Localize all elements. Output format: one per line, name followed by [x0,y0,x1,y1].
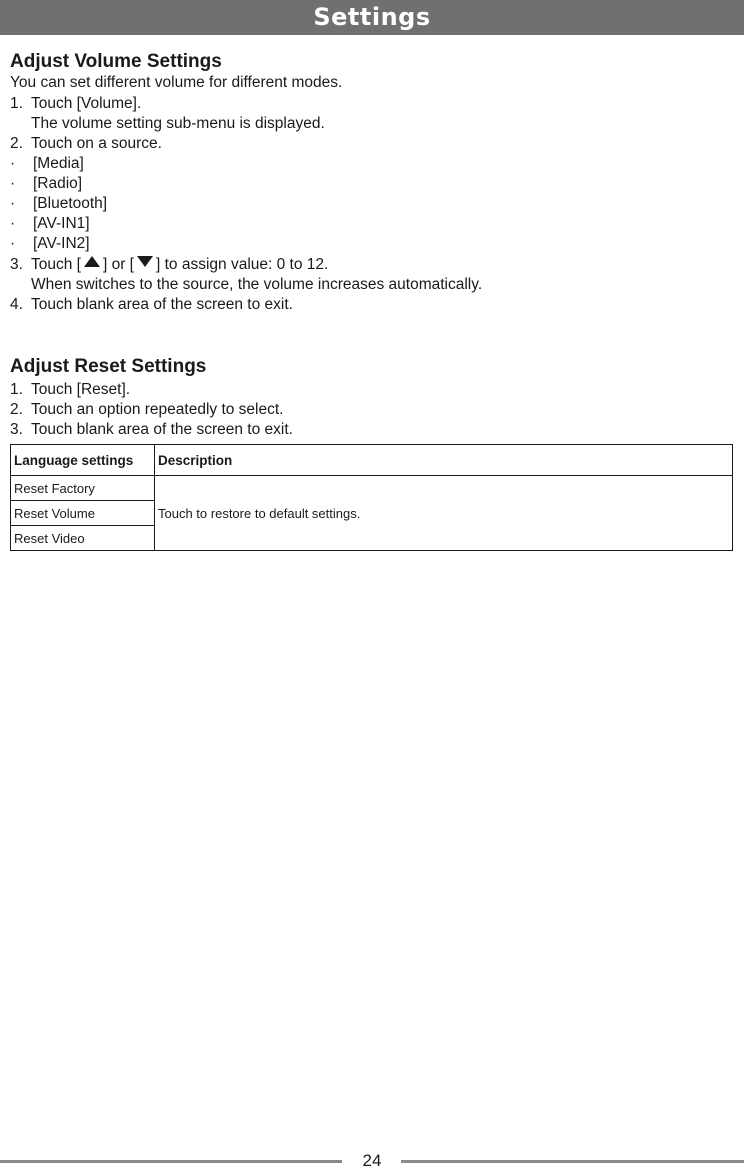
volume-step-4 [10,295,293,315]
volume-step-3-detail: When switches to the source, the volume increases automatically. [31,276,483,293]
table-header-description: Description [155,445,733,476]
step-text: Touch [Reset]. [31,381,131,398]
source-label: [AV-IN1] [33,215,90,232]
volume-section-title: Adjust Volume Settings [10,51,222,72]
bullet: · [10,175,16,192]
option-reset-volume: Reset Volume [11,501,155,526]
step-number: 1. [10,381,23,398]
triangle-up-icon [81,253,103,273]
source-item-av-in2 [10,234,90,254]
table-header-language-settings: Language settings [11,445,155,476]
source-item-media [10,154,84,174]
reset-step-2 [10,400,283,420]
option-reset-factory: Reset Factory [11,476,155,501]
step-text: Touch blank area of the screen to exit. [31,296,293,313]
volume-step-2 [10,134,162,154]
source-label: [Bluetooth] [33,195,108,212]
source-item-bluetooth [10,194,107,214]
source-label: [Radio] [33,175,83,192]
bullet: · [10,215,16,232]
step-number: 3. [10,421,23,438]
step-text: Touch blank area of the screen to exit. [31,421,293,438]
source-item-radio [10,174,82,194]
step-text-mid: ] or [ [102,256,134,274]
bullet: · [10,155,16,172]
table-row [11,476,733,501]
step-number: 2. [10,401,23,418]
volume-intro: You can set different volume for different modes. [10,74,343,91]
step-text-suffix: ] to assign value: 0 to 12. [156,256,329,274]
source-label: [AV-IN2] [33,235,90,252]
source-label: [Media] [33,155,84,172]
step-number: 4. [10,296,23,313]
volume-step-3 [10,255,328,275]
volume-step-1 [10,94,141,114]
step-text: Touch on a source. [31,135,162,152]
step-text: Touch an option repeatedly to select. [31,401,284,418]
bullet: · [10,195,16,212]
volume-step-1-detail: The volume setting sub-menu is displayed. [31,115,325,132]
reset-options-table [10,444,733,551]
step-text-prefix: Touch [ [31,256,81,274]
bullet: · [10,235,16,252]
reset-section-title: Adjust Reset Settings [10,356,207,377]
page-number: 24 [362,1151,382,1170]
step-number: 3. [10,256,23,274]
header-bar [0,0,744,35]
reset-step-3 [10,420,293,440]
page-title: Settings [313,3,431,31]
step-number: 1. [10,95,23,112]
reset-step-1 [10,380,130,400]
step-number: 2. [10,135,23,152]
table-header-row [11,445,733,476]
triangle-down-icon [134,253,156,273]
option-description: Touch to restore to default settings. [155,476,733,551]
source-item-av-in1 [10,214,90,234]
option-reset-video: Reset Video [11,526,155,551]
step-text: Touch [Volume]. [31,95,142,112]
